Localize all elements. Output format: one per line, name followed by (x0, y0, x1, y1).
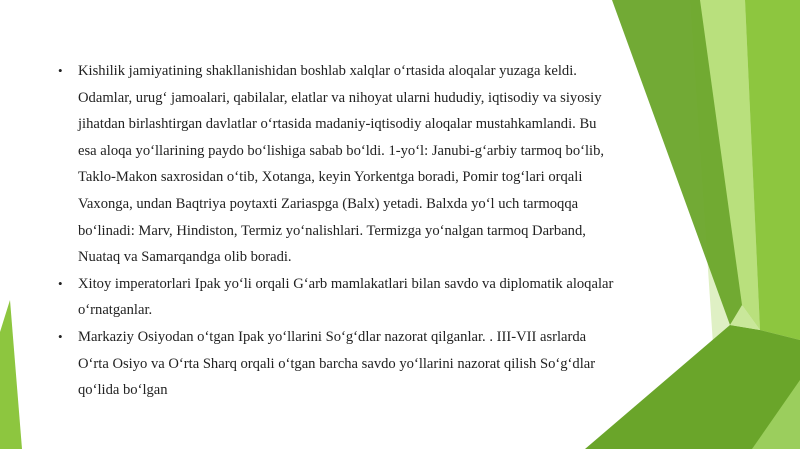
bullet-dot-icon: • (58, 275, 63, 291)
slide-content (56, 58, 616, 404)
bullet-item-2 (56, 271, 616, 324)
bullet-text-1: Kishilik jamiyatining shakllanishidan boshlab xalqlar o‘rtasida aloqalar yuzaga keldi. Odamlar, urug‘ jamoalari, qabilalar, elatlar va nihoyat ularni hududiy, iqtisodiy va siyosiy jihatdan birlashtirgan davlatlar o‘rtasida madaniy-iqtisodiy aloqalar mustahkamlandi. Bu esa aloqa yo‘llarining paydo bo‘lishiga sabab bo‘ldi. 1-yo‘l: Janubi-g‘arbiy tarmoq bo‘lib, Taklo-Makon saxrosidan o‘tib, Xotanga, keyin Yorkentga boradi, Pomir tog‘lari orqali Vaxonga, undan Baqtriya poytaxti Zariaspga (Balx) yetadi. Balxda yo‘l uch tarmoqqa bo‘linadi: Marv, Hindiston, Termiz yo‘nalishlari. Termizga yo‘nalgan tarmoq Darband, Nuataq va Samarqandga olib boradi. (78, 63, 605, 266)
bullet-dot-icon: • (58, 63, 63, 78)
bullet-dot-icon: • (58, 328, 63, 344)
bullet-text-2: Xitoy imperatorlari Ipak yo‘li orqali G‘arb mamlakatlari bilan savdo va diplomatik aloqalar o‘rnatganlar. (78, 275, 614, 319)
bullet-list (56, 58, 616, 404)
bullet-item-3 (56, 324, 616, 404)
left-edge-stripe (0, 300, 22, 449)
bullet-text-3: Markaziy Osiyodan o‘tgan Ipak yo‘llarini So‘g‘dlar nazorat qilganlar. . III-VII asrlarda O‘rta Osiyo va O‘rta Sharq orqali o‘tgan barcha savdo yo‘llarini nazorat qilish So‘g‘dlar qo‘lida bo‘lgan (78, 328, 596, 399)
bullet-item-1 (56, 58, 616, 271)
